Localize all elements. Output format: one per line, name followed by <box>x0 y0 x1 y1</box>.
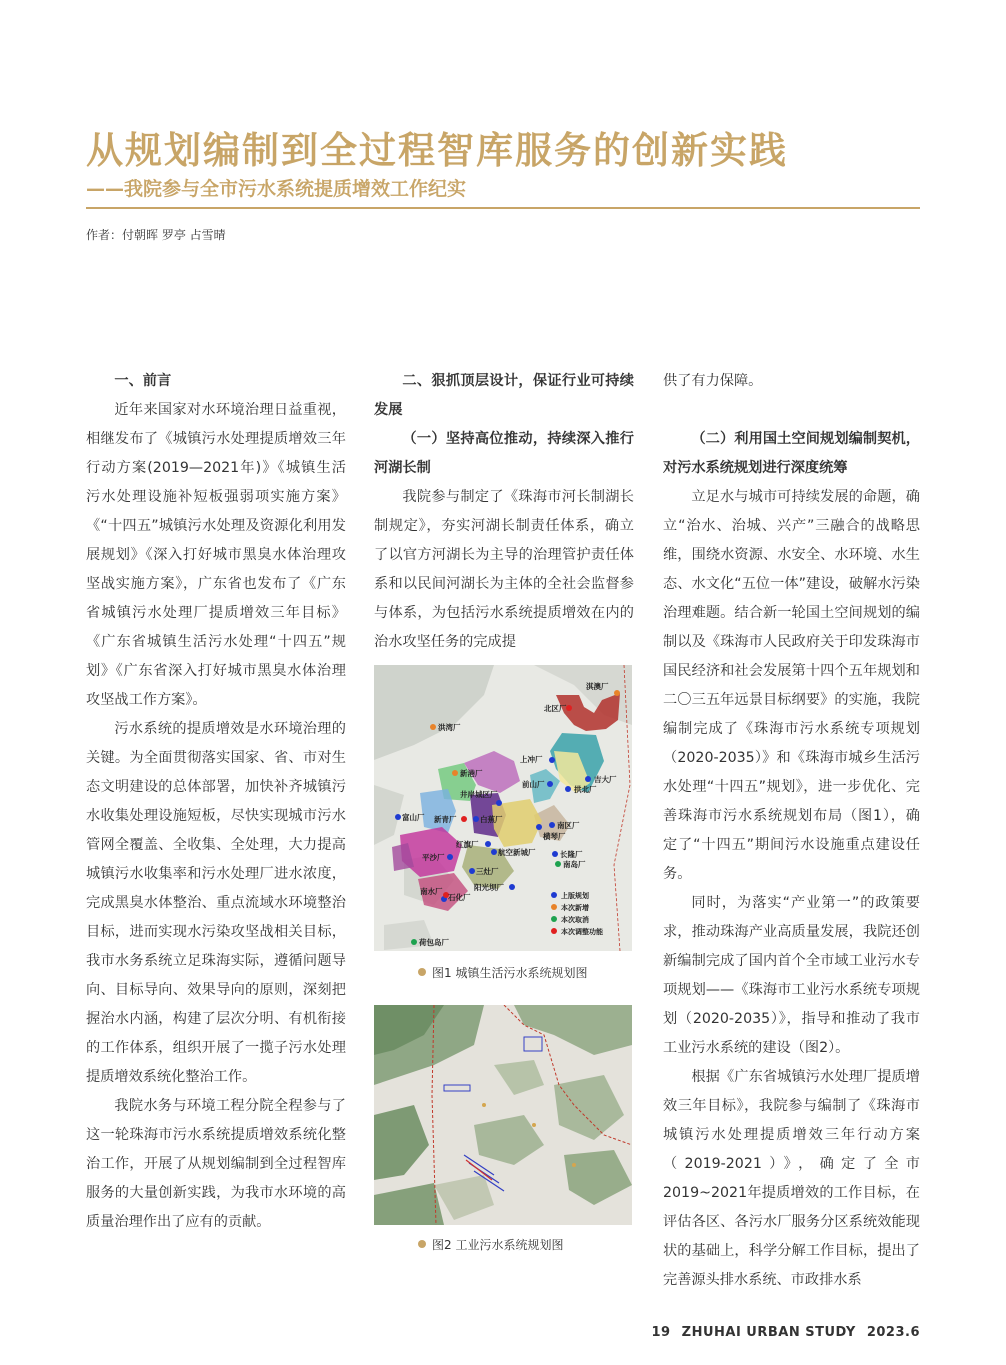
paragraph: 污水系统的提质增效是水环境治理的关键。为全面贯彻落实国家、省、市对生态文明建设的总体部署，加快补齐城镇污水收集处理设施短板，尽快实现城市污水管网全覆盖、全收集、全处理，大力提高城镇污水收集率和污水处理厂进水浓度，完成黑臭水体整治、重点流域水环境整治目标，进而实现水污染攻坚战相关目标，我市水务系统立足珠海实际，遵循问题导向、目标导向、效果导向的原则，深刻把握治水内涵，构建了层次分明、有机衔接的工作体系，组织开展了一揽子污水处理提质增效系统化整治工作。 <box>86 721 346 1085</box>
authors: 作者：付朝晖 罗亭 占雪晴 <box>86 228 226 242</box>
page-number: 19 <box>651 1325 671 1340</box>
sewage-plan-map <box>374 665 632 951</box>
plant-marker <box>452 770 458 776</box>
plant-marker <box>509 884 515 890</box>
plant-label: 北区厂 <box>544 704 567 713</box>
plant-label: 三灶厂 <box>476 867 499 876</box>
page-footer <box>652 1325 920 1340</box>
figure-1-caption <box>418 964 587 981</box>
plant-marker <box>395 814 401 820</box>
legend-swatch <box>551 892 557 898</box>
legend-swatch <box>551 904 557 910</box>
article-title: 从规划编制到全过程智库服务的创新实践 <box>86 129 788 172</box>
plant-label: 横琴厂 <box>543 832 566 841</box>
plant-marker <box>411 939 417 945</box>
plant-label: 南区厂 <box>557 821 580 830</box>
paragraph: 同时，为落实“产业第一”的政策要求，推动珠海产业高质量发展，我院还创新编制完成了国内首个全市域工业污水专项规划——《珠海市工业污水系统专项规划（2020-2035）》，指导和推动了我市工业污水系统的建设（图2）。 <box>663 895 920 1056</box>
paragraph: 近年来国家对水环境治理日益重视，相继发布了《城镇污水处理提质增效三年行动方案(2019—2021年)》《城镇生活污水处理设施补短板强弱项实施方案》《“十四五”城镇污水处理及资源化利用发展规划》《深入打好城市黑臭水体治理攻坚战实施方案》，广东省也发布了《广东省城镇污水处理厂提质增效三年目标》《广东省城镇生活污水处理“十四五”规划》《广东省深入打好城市黑臭水体治理攻坚战工作方案》。 <box>86 402 346 708</box>
plant-label: 南岛厂 <box>563 860 586 869</box>
subsection-heading-2: （二）利用国土空间规划编制契机，对污水系统规划进行深度统筹 <box>663 431 920 476</box>
plant-label: 南水厂 <box>420 887 443 896</box>
issue-number: 2023.6 <box>866 1325 920 1340</box>
column-2 <box>374 367 634 657</box>
plant-label: 红旗厂 <box>456 840 479 849</box>
subsection-heading-1: （一）坚持高位推动，持续深入推行河湖长制 <box>374 431 634 476</box>
plant-marker <box>496 800 502 806</box>
plant-label: 新港厂 <box>460 769 483 778</box>
plant-label: 洪湾厂 <box>438 723 461 732</box>
figure-2-caption <box>418 1236 563 1253</box>
legend-swatch <box>551 916 557 922</box>
paragraph: 立足水与城市可持续发展的命题，确立“治水、治城、兴产”三融合的战略思维，围绕水资源、水安全、水环境、水生态、水文化“五位一体”建设，破解水污染治理难题。结合新一轮国土空间规划的编制以及《珠海市人民政府关于印发珠海市国民经济和社会发展第十四个五年规划和二〇三五年远景目标纲要》的实施，我院编制完成了《珠海市污水系统专项规划（2020-2035）》和《珠海市城乡生活污水处理“十四五”规划》，进一步优化、完善珠海市污水系统规划布局（图1），确定了“十四五”期间污水设施重点建设任务。 <box>663 489 920 882</box>
section-heading-2: 二、狠抓顶层设计，保证行业可持续发展 <box>374 373 634 418</box>
plant-marker <box>566 705 572 711</box>
plant-label: 前山厂 <box>522 780 545 789</box>
plant-marker <box>485 841 491 847</box>
figure-1-map <box>374 665 632 951</box>
column-1 <box>86 367 346 1237</box>
legend-label: 上版规划 <box>561 892 589 900</box>
article-subtitle: ——我院参与全市污水系统提质增效工作纪实 <box>86 178 467 200</box>
plant-marker <box>614 690 620 696</box>
paragraph: 供了有力保障。 <box>663 373 763 389</box>
plant-label: 井岸城区厂 <box>460 790 498 799</box>
plant-marker <box>565 786 571 792</box>
plant-label: 平沙厂 <box>422 853 445 862</box>
plant-label: 石化厂 <box>448 893 471 902</box>
plant-marker <box>473 816 479 822</box>
paragraph: 我院水务与环境工程分院全程参与了这一轮珠海市污水系统提质增效系统化整治工作，开展了从规划编制到全过程智库服务的大量创新实践，为我市水环境的高质量治理作出了应有的贡献。 <box>86 1098 346 1230</box>
plant-marker <box>555 861 561 867</box>
plant-marker <box>552 851 558 857</box>
legend-label: 本次调整功能 <box>561 928 603 936</box>
plant-label: 航空新城厂 <box>498 848 536 857</box>
paragraph: 根据《广东省城镇污水处理厂提质增效三年目标》，我院参与编制了《珠海市城镇污水处理提质增效三年行动方案（2019-2021）》，确定了全市2019~2021年提质增效的工作目标，在评估各区、各污水厂服务分区系统效能现状的基础上，科学分解工作目标，提出了完善源头排水系统、市政排水系 <box>663 1069 920 1288</box>
figure-2-caption-text: 图2 工业污水系统规划图 <box>432 1238 564 1252</box>
plant-label: 淇澳厂 <box>586 682 609 691</box>
legend-swatch <box>551 928 557 934</box>
plant-marker <box>547 781 553 787</box>
plant-marker <box>536 824 542 830</box>
figure-1-caption-text: 图1 城镇生活污水系统规划图 <box>432 966 588 980</box>
plant-marker <box>461 816 467 822</box>
plant-marker <box>585 776 591 782</box>
plant-marker <box>447 854 453 860</box>
legend-label: 本次新增 <box>561 904 589 912</box>
journal-name: ZHUHAI URBAN STUDY <box>681 1325 856 1340</box>
plant-label: 荷包岛厂 <box>419 938 449 947</box>
caption-bullet <box>418 1240 426 1248</box>
plant-label: 富山厂 <box>402 813 425 822</box>
section-heading-1: 一、前言 <box>114 373 172 389</box>
caption-bullet <box>418 968 426 976</box>
plant-marker <box>430 724 436 730</box>
industrial-sewage-map <box>374 1005 632 1225</box>
plant-label: 白蕉厂 <box>480 815 503 824</box>
paragraph: 我院参与制定了《珠海市河长制湖长制规定》，夯实河湖长制责任体系，确立了以官方河湖长为主导的治理管护责任体系和以民间河湖长为主体的全社会监督参与体系，为包括污水系统提质增效在内的治水攻坚任务的完成提 <box>374 489 634 650</box>
plant-marker <box>469 868 475 874</box>
plant-label: 新青厂 <box>434 815 457 824</box>
plant-label: 阳光坝厂 <box>474 883 504 892</box>
plant-marker <box>549 757 555 763</box>
plant-label: 吉大厂 <box>594 775 617 784</box>
plant-label: 长隆厂 <box>560 850 583 859</box>
legend-label: 本次取消 <box>561 916 589 924</box>
title-divider <box>86 207 920 209</box>
plant-marker <box>491 849 497 855</box>
column-3 <box>663 367 920 1295</box>
plant-label: 拱北厂 <box>574 785 597 794</box>
figure-2-map <box>374 1005 632 1225</box>
plant-label: 上冲厂 <box>520 755 543 764</box>
plant-marker <box>549 822 555 828</box>
